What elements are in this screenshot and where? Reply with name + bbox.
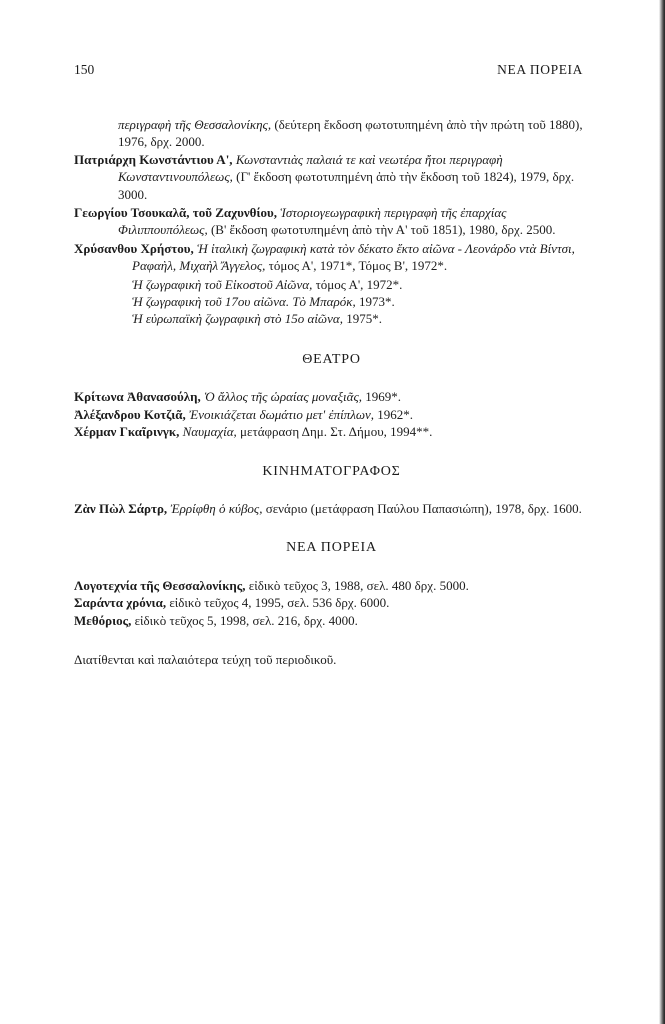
entry-author: Χρύσανθου Χρήστου, [74, 240, 194, 256]
entry-details: τόμος Α', 1972*. [312, 276, 403, 292]
entry-title: Ἐνοικιάζεται δωμάτιο μετ' ἐπίπλων, [185, 406, 375, 422]
entry-title: Ὁ ἄλλος τῆς ὡραίας μοναξιᾶς, [200, 389, 362, 405]
book-entry [74, 240, 589, 275]
book-subentry [74, 293, 589, 310]
issue-details: εἰδικὸ τεῦχος 5, 1998, σελ. 216, δρχ. 4000. [131, 612, 358, 628]
page-number: 150 [74, 62, 95, 77]
entry-title: Ἱστοριογεωγραφικὴ περιγραφὴ τῆς ἐπαρχίας Φιλιππουπόλεως, [118, 205, 507, 238]
book-subentry [74, 310, 589, 327]
entry-title: Ἡ εὐρωπαϊκὴ ζωγραφικὴ στὸ 15ο αἰῶνα, [132, 311, 343, 327]
book-entry [74, 204, 589, 239]
entry-details: 1969*. [362, 389, 401, 405]
entry-title: Ἡ ζωγραφικὴ τοῦ 17ου αἰῶνα. Τὸ Μπαρόκ, [132, 294, 356, 310]
book-entry [74, 406, 589, 423]
entry-author: Γεωργίου Τσουκαλᾶ, τοῦ Ζαχυνθίου, [74, 205, 277, 221]
continued-entry [74, 116, 589, 151]
entry-author: Πατριάρχη Κωνστάντιου Α', [74, 151, 233, 167]
entry-title: περιγραφὴ τῆς Θεσσαλονίκης, [118, 117, 272, 132]
page-body [74, 116, 589, 668]
entry-details: (Γ' ἔκδοση φωτοτυπημένη ἀπὸ τὴν ἔκδοση τοῦ 1824), 1979, δρχ. 3000. [118, 169, 575, 202]
issue-title: Μεθόριος, [74, 612, 132, 628]
entry-title: Ἡ ἰταλικὴ ζωγραφικὴ κατὰ τὸν δέκατο ἕκτο αἰῶνα - Λεονάρδο ντὰ Βίντσι, Ραφαὴλ, Μιχαὴλ Ἄγγελος, [132, 240, 575, 274]
entry-author: Ζὰν Πὼλ Σάρτρ, [74, 500, 168, 516]
book-subentry [74, 276, 589, 293]
section-heading-journal: ΝΕΑ ΠΟΡΕΙΑ [286, 540, 377, 556]
section-heading-theatre: ΘΕΑΤΡΟ [302, 351, 361, 367]
journal-entry [74, 612, 589, 629]
journal-entry [74, 594, 589, 611]
entry-title: Ἐρρίφθη ὁ κύβος, [167, 500, 263, 516]
entry-details: (δεύτερη ἔκδοση φωτοτυπημένη ἀπὸ τὴν πρώτη τοῦ 1880), 1976, δρχ. 2000. [118, 117, 583, 150]
issue-details: εἰδικὸ τεῦχος 3, 1988, σελ. 480 δρχ. 5000. [245, 577, 469, 593]
entry-details: τόμος Α', 1971*, Τόμος Β', 1972*. [265, 258, 448, 274]
issue-title: Σαράντα χρόνια, [74, 595, 167, 611]
entry-title: Κωνσταντιὰς παλαιά τε καὶ νεωτέρα ἤτοι περιγραφὴ Κωνσταντινουπόλεως, [118, 151, 503, 185]
entry-title: Ναυμαχία, [179, 424, 237, 440]
issue-details: εἰδικὸ τεῦχος 4, 1995, σελ. 536 δρχ. 6000. [166, 595, 390, 611]
availability-notice: Διατίθενται καὶ παλαιότερα τεύχη τοῦ περιοδικοῦ. [74, 651, 337, 667]
entry-details: 1962*. [374, 406, 414, 422]
book-entry [74, 388, 589, 405]
running-head: ΝΕΑ ΠΟΡΕΙΑ [497, 62, 583, 77]
journal-entry [74, 577, 589, 594]
entry-author: Χέρμαν Γκαῖρινγκ, [74, 424, 180, 440]
entry-details: 1973*. [355, 294, 395, 310]
page-edge-shadow [659, 0, 665, 1024]
entry-author: Ἀλέξανδρου Κοτζιᾶ, [74, 406, 186, 422]
section-heading-cinema: ΚΙΝΗΜΑΤΟΓΡΑΦΟΣ [262, 463, 401, 479]
book-entry [74, 500, 589, 517]
entry-details: 1975*. [342, 311, 382, 327]
entry-details: σενάριο (μετάφραση Παύλου Παπασιώπη), 1978, δρχ. 1600. [262, 500, 582, 516]
entry-details: μετάφραση Δημ. Στ. Δήμου, 1994**. [236, 424, 433, 440]
book-entry [74, 151, 589, 203]
entry-title: Ἡ ζωγραφικὴ τοῦ Εἰκοστοῦ Αἰῶνα, [132, 276, 313, 292]
entry-author: Κρίτωνα Ἀθανασούλη, [74, 389, 201, 405]
book-entry [74, 423, 589, 440]
entry-details: (Β' ἔκδοση φωτοτυπημένη ἀπὸ τὴν Α' τοῦ 1851), 1980, δρχ. 2500. [207, 222, 556, 238]
issue-title: Λογοτεχνία τῆς Θεσσαλονίκης, [74, 577, 246, 593]
